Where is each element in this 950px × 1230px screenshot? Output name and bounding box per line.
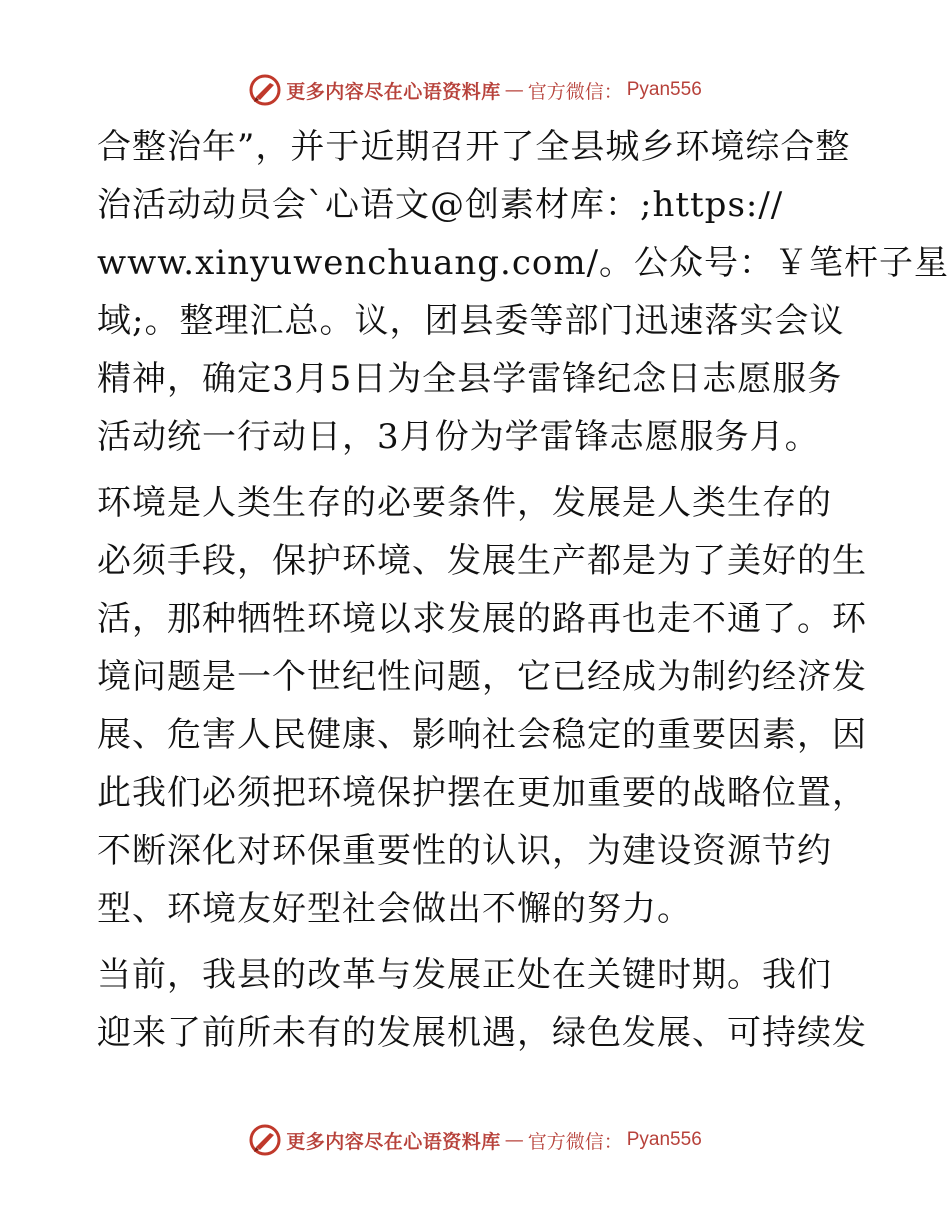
text-line: 活动统一行动日，3月份为学雷锋志愿服务月。: [97, 417, 820, 457]
text-line: 精神，确定3月5日为全县学雷锋纪念日志愿服务: [97, 359, 843, 399]
pen-logo-icon: [248, 73, 282, 107]
text-line: 合整治年”，并于近期召开了全县城乡环境综合整: [97, 127, 851, 167]
banner-site-text: 更多内容尽在心语资料库: [286, 1130, 501, 1153]
text-line: 治活动动员会`心语文@创素材库：;https://: [97, 185, 784, 225]
text-line: 域;。整理汇总。议，团县委等部门迅速落实会议: [97, 301, 845, 341]
text-line: 环境是人类生存的必要条件，发展是人类生存的: [97, 483, 832, 523]
paragraph-2: [97, 474, 867, 938]
text-line: 境问题是一个世纪性问题，它已经成为制约经济发: [97, 657, 867, 697]
text-line: 活，那种牺牲环境以求发展的路再也走不通了。环: [97, 599, 867, 639]
banner-wechat-id: Pyan556: [626, 79, 702, 100]
text-line: 不断深化对环保重要性的认识，为建设资源节约: [97, 831, 832, 871]
banner-separator: —: [504, 1129, 524, 1151]
text-line: 迎来了前所未有的发展机遇，绿色发展、可持续发: [97, 1013, 867, 1053]
text-line: 必须手段，保护环境、发展生产都是为了美好的生: [97, 541, 867, 581]
text-line: 此我们必须把环境保护摆在更加重要的战略位置，: [97, 773, 867, 813]
banner-wechat-label: 官方微信：: [527, 1130, 623, 1153]
header-watermark-banner: [0, 70, 950, 110]
footer-watermark-banner: [0, 1120, 950, 1160]
banner-site-text: 更多内容尽在心语资料库: [286, 80, 501, 103]
banner-separator: —: [504, 79, 524, 101]
text-line: www.xinyuwenchuang.com/。公众号：￥笔杆子星: [97, 243, 950, 283]
paragraph-3: [97, 946, 867, 1062]
paragraph-1: [97, 118, 950, 466]
banner-wechat-id: Pyan556: [626, 1129, 702, 1150]
text-line: 型、环境友好型社会做出不懈的努力。: [97, 889, 692, 929]
text-line: 展、危害人民健康、影响社会稳定的重要因素，因: [97, 715, 867, 755]
pen-logo-icon: [248, 1123, 282, 1157]
banner-wechat-label: 官方微信：: [527, 80, 623, 103]
document-body: [97, 118, 950, 1062]
text-line: 当前，我县的改革与发展正处在关键时期。我们: [97, 955, 832, 995]
